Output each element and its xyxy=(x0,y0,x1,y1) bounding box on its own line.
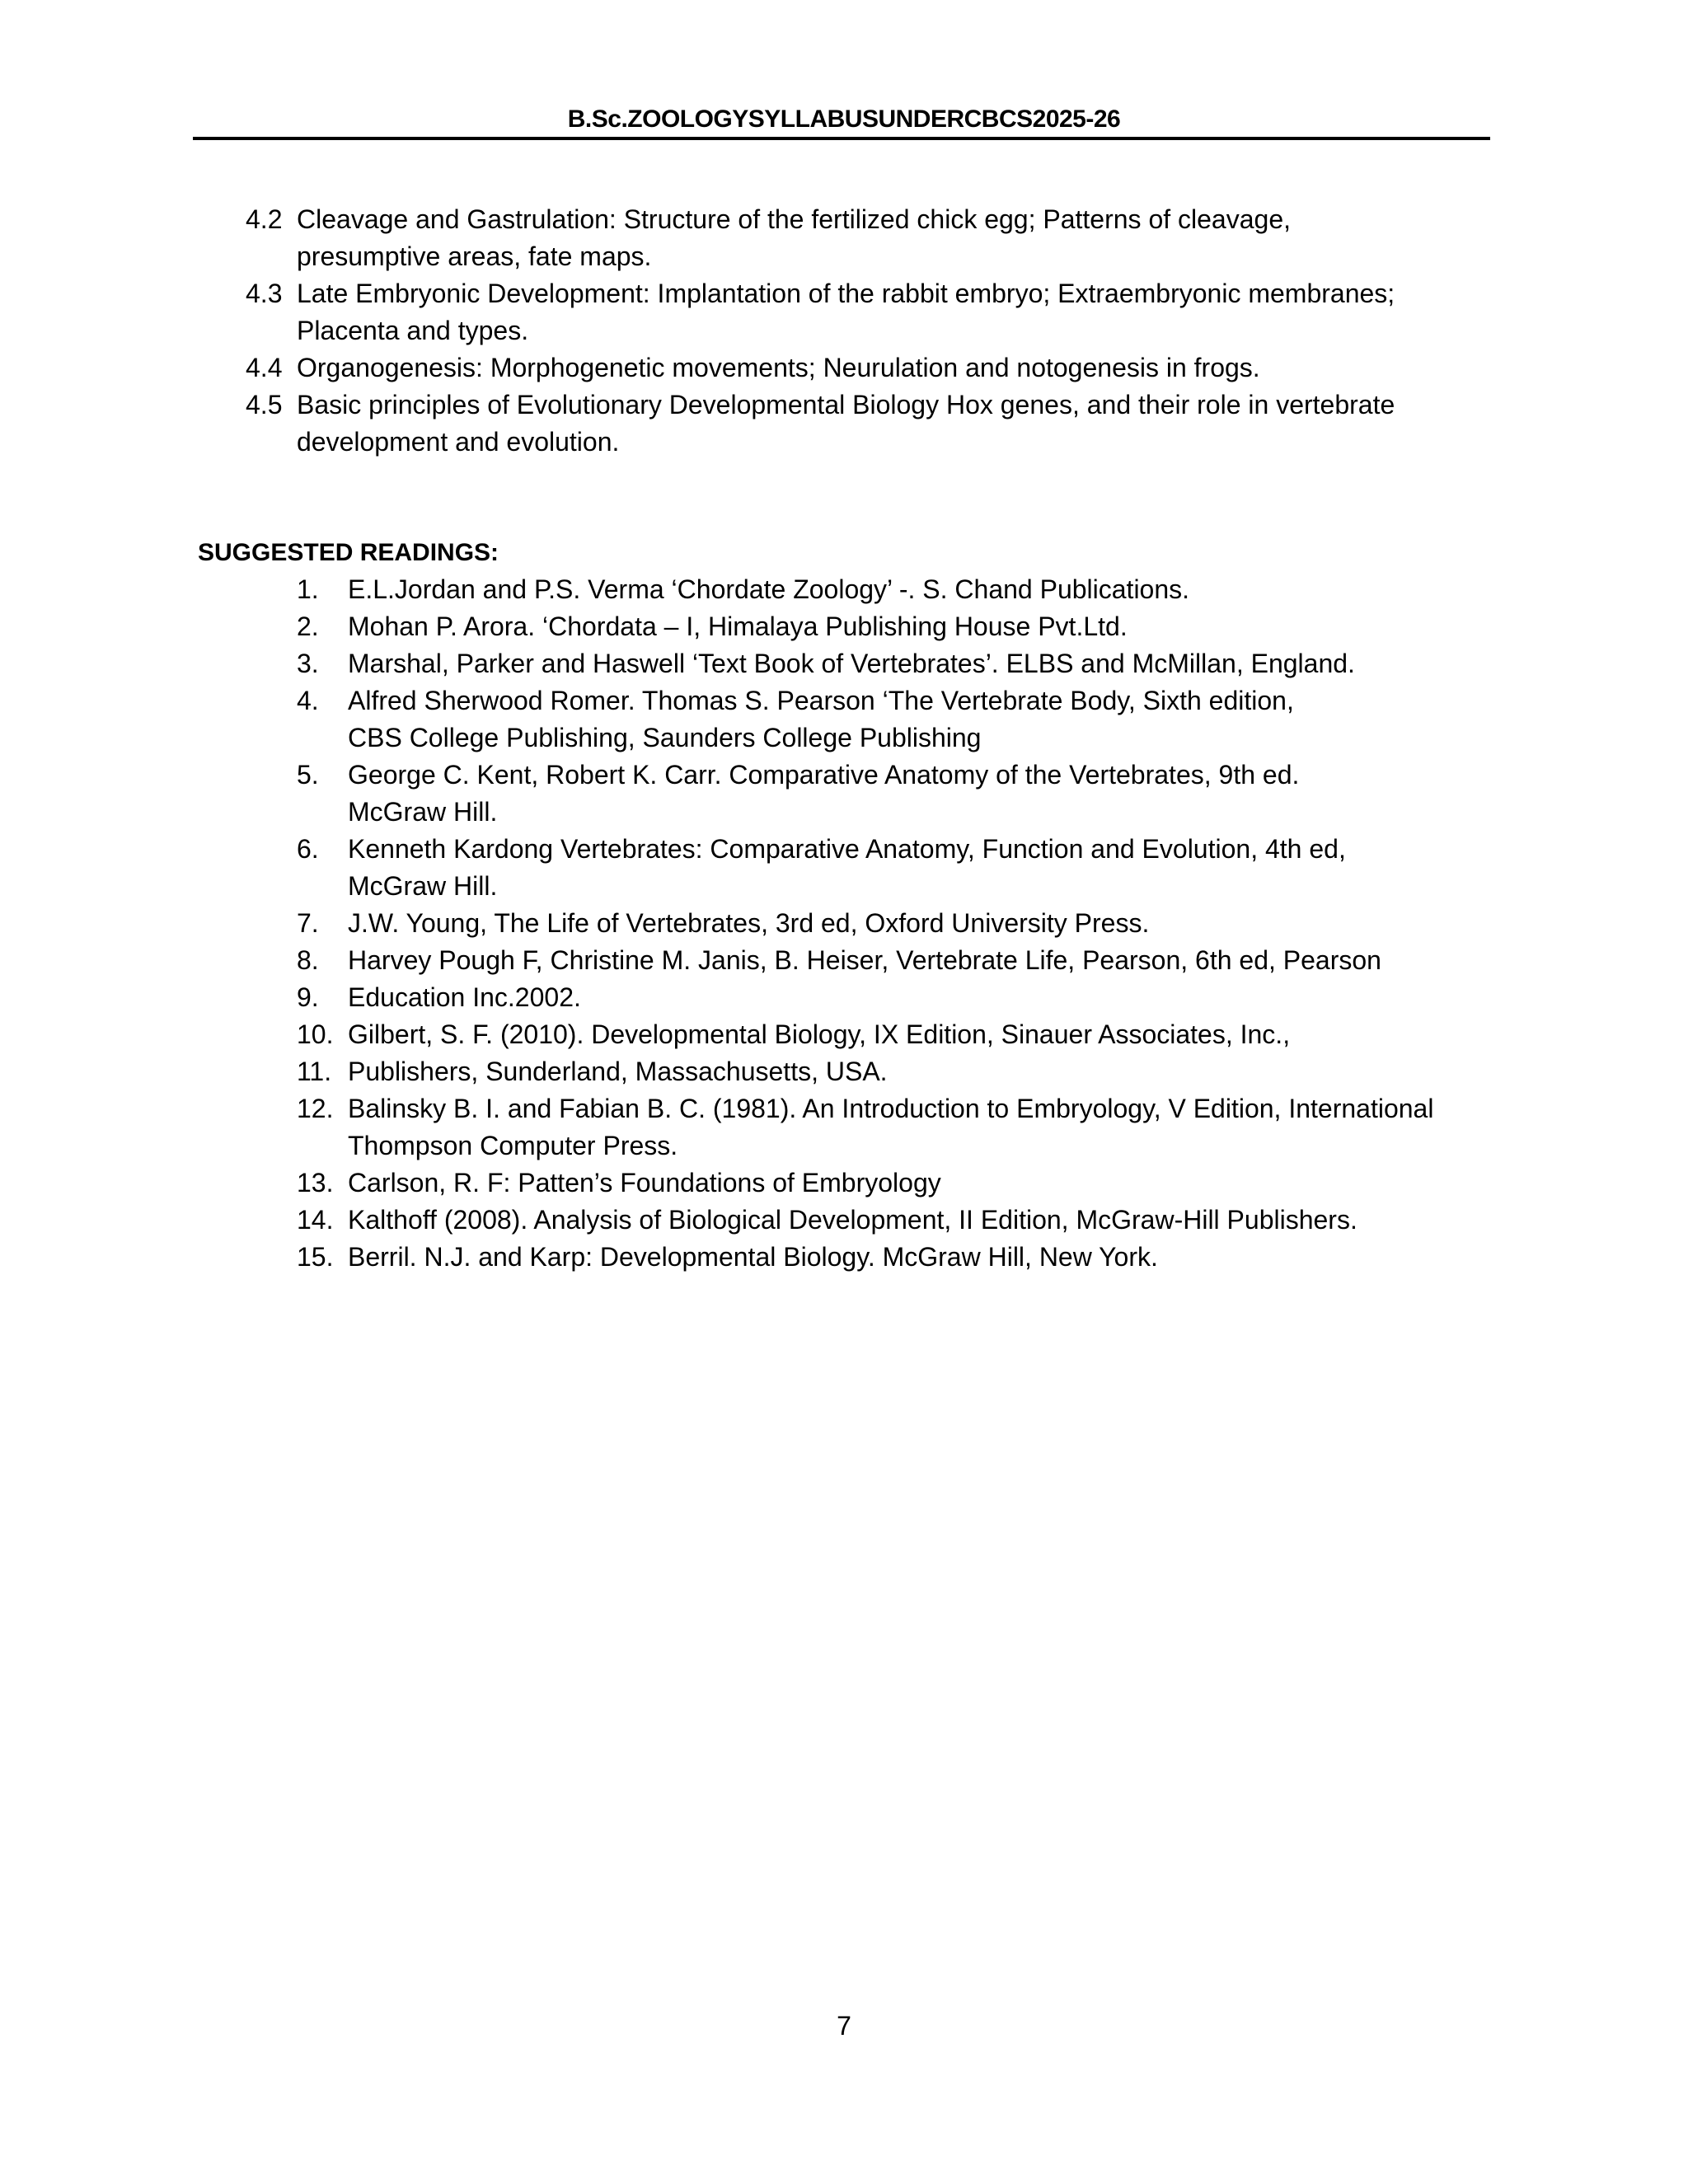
reading-text xyxy=(348,1239,1517,1276)
reading-text xyxy=(348,905,1517,942)
reading-line: Balinsky B. I. and Fabian B. C. (1981). An Introduction to Embryology, V Edition, International xyxy=(348,1094,1434,1123)
reading-line: George C. Kent, Robert K. Carr. Comparative Anatomy of the Vertebrates, 9th ed. xyxy=(348,760,1300,790)
reading-line: E.L.Jordan and P.S. Verma ‘Chordate Zoology’ -. S. Chand Publications. xyxy=(348,574,1190,604)
reading-item xyxy=(297,942,1517,979)
page-number: 7 xyxy=(837,2011,851,2041)
reading-line: Marshal, Parker and Haswell ‘Text Book of Vertebrates’. ELBS and McMillan, England. xyxy=(348,649,1355,678)
topic-line: Late Embryonic Development: Implantation of the rabbit embryo; Extraembryonic membranes; xyxy=(297,279,1395,308)
topic-text xyxy=(297,201,1515,275)
topic-number: 4.5 xyxy=(246,390,283,419)
reading-line: Education Inc.2002. xyxy=(348,982,581,1012)
reading-line: Gilbert, S. F. (2010). Developmental Biology, IX Edition, Sinauer Associates, Inc., xyxy=(348,1019,1291,1049)
topic-list xyxy=(246,201,1515,461)
reading-text xyxy=(348,1202,1517,1239)
reading-number: 13. xyxy=(297,1168,334,1197)
reading-item xyxy=(297,1053,1517,1090)
topic-item-4-2 xyxy=(246,201,1515,275)
reading-line: McGraw Hill. xyxy=(348,797,498,827)
reading-line: McGraw Hill. xyxy=(348,871,498,901)
topic-line: presumptive areas, fate maps. xyxy=(297,241,652,271)
reading-line: Alfred Sherwood Romer. Thomas S. Pearson ‘The Vertebrate Body, Sixth edition, xyxy=(348,686,1294,715)
reading-item xyxy=(297,979,1517,1016)
reading-number: 7. xyxy=(297,908,319,938)
topic-line: Placenta and types. xyxy=(297,316,529,345)
reading-line: Harvey Pough F, Christine M. Janis, B. Heiser, Vertebrate Life, Pearson, 6th ed, Pearson xyxy=(348,945,1381,975)
reading-line: J.W. Young, The Life of Vertebrates, 3rd ed, Oxford University Press. xyxy=(348,908,1150,938)
reading-line: Publishers, Sunderland, Massachusetts, USA. xyxy=(348,1057,888,1086)
reading-line: Kenneth Kardong Vertebrates: Comparative Anatomy, Function and Evolution, 4th ed, xyxy=(348,834,1346,864)
reading-text xyxy=(348,1053,1517,1090)
reading-number: 12. xyxy=(297,1094,334,1123)
reading-item xyxy=(297,757,1517,831)
topic-item-4-3 xyxy=(246,275,1515,349)
reading-number: 8. xyxy=(297,945,319,975)
topic-item-4-5 xyxy=(246,387,1515,461)
reading-number: 15. xyxy=(297,1242,334,1272)
reading-text xyxy=(348,1016,1517,1053)
reading-line: Mohan P. Arora. ‘Chordata – I, Himalaya Publishing House Pvt.Ltd. xyxy=(348,612,1128,641)
topic-line: Basic principles of Evolutionary Developmental Biology Hox genes, and their role in vertebrate xyxy=(297,390,1395,419)
reading-number: 14. xyxy=(297,1205,334,1235)
topic-text xyxy=(297,349,1515,387)
reading-text xyxy=(348,682,1517,757)
topic-text xyxy=(297,387,1515,461)
topic-line: development and evolution. xyxy=(297,427,620,457)
reading-line: Thompson Computer Press. xyxy=(348,1131,678,1160)
reading-number: 9. xyxy=(297,982,319,1012)
topic-text xyxy=(297,275,1515,349)
reading-line: Berril. N.J. and Karp: Developmental Biology. McGraw Hill, New York. xyxy=(348,1242,1158,1272)
reading-number: 6. xyxy=(297,834,319,864)
reading-text xyxy=(348,645,1517,682)
reading-item xyxy=(297,905,1517,942)
topic-line: Organogenesis: Morphogenetic movements; Neurulation and notogenesis in frogs. xyxy=(297,353,1260,382)
reading-number: 4. xyxy=(297,686,319,715)
topic-number: 4.4 xyxy=(246,353,283,382)
reading-line: CBS College Publishing, Saunders College Publishing xyxy=(348,723,982,752)
topic-number: 4.2 xyxy=(246,204,283,234)
suggested-readings-heading: SUGGESTED READINGS: xyxy=(198,539,499,566)
reading-item xyxy=(297,1090,1517,1165)
topic-number: 4.3 xyxy=(246,279,283,308)
reading-item xyxy=(297,1165,1517,1202)
reading-number: 3. xyxy=(297,649,319,678)
reading-list xyxy=(297,571,1517,1276)
reading-text xyxy=(348,942,1517,979)
reading-number: 2. xyxy=(297,612,319,641)
header-rule xyxy=(193,137,1490,140)
reading-item xyxy=(297,645,1517,682)
reading-text xyxy=(348,831,1517,905)
reading-line: Kalthoff (2008). Analysis of Biological Development, II Edition, McGraw-Hill Publishers. xyxy=(348,1205,1357,1235)
reading-text xyxy=(348,757,1517,831)
reading-item xyxy=(297,608,1517,645)
reading-number: 5. xyxy=(297,760,319,790)
reading-item xyxy=(297,1239,1517,1276)
reading-text xyxy=(348,1165,1517,1202)
reading-item xyxy=(297,682,1517,757)
reading-item xyxy=(297,1016,1517,1053)
reading-text xyxy=(348,571,1517,608)
reading-item xyxy=(297,1202,1517,1239)
reading-line: Carlson, R. F: Patten’s Foundations of Embryology xyxy=(348,1168,941,1197)
reading-number: 10. xyxy=(297,1019,334,1049)
reading-number: 1. xyxy=(297,574,319,604)
topic-item-4-4 xyxy=(246,349,1515,387)
page-header-title: B.Sc.ZOOLOGYSYLLABUSUNDERCBCS2025-26 xyxy=(567,105,1121,133)
reading-number: 11. xyxy=(297,1057,332,1086)
reading-text xyxy=(348,979,1517,1016)
topic-line: Cleavage and Gastrulation: Structure of the fertilized chick egg; Patterns of cleavage, xyxy=(297,204,1291,234)
reading-text xyxy=(348,608,1517,645)
reading-text xyxy=(348,1090,1517,1165)
reading-item xyxy=(297,571,1517,608)
reading-item xyxy=(297,831,1517,905)
